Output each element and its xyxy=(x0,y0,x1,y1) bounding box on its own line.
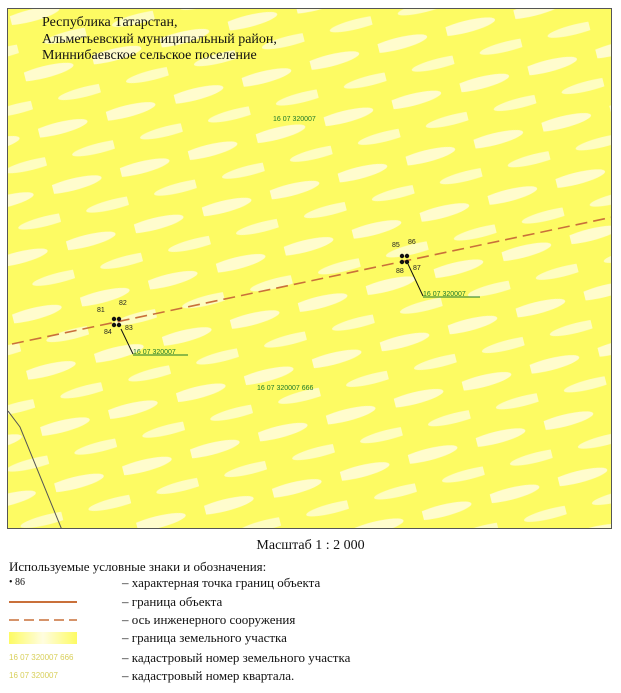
point-label-81: 81 xyxy=(97,307,105,314)
point-label-84: 84 xyxy=(104,329,112,336)
legend-item-parcel-boundary xyxy=(9,630,609,646)
legend-text-parcel-number: – кадастровый номер земельного участка xyxy=(122,650,351,665)
legend-text-quarter-number: – кадастровый номер квартала. xyxy=(122,668,295,683)
legend-symbol-object-boundary xyxy=(9,594,109,610)
legend-item-engineering-axis xyxy=(9,612,609,628)
legend-text-point: – характерная точка границ объекта xyxy=(122,575,321,590)
quarter-cadastral-label: 16 07 320007 xyxy=(273,116,316,123)
legend-symbol-point: • 86 xyxy=(9,577,26,588)
point-label-88: 88 xyxy=(396,268,404,275)
legend-text-engineering-axis: – ось инженерного сооружения xyxy=(122,612,296,627)
legend-item-quarter-number xyxy=(9,668,609,684)
point-label-82: 82 xyxy=(119,300,127,307)
point-label-83: 83 xyxy=(125,325,133,332)
location-header xyxy=(42,15,277,65)
legend-item-parcel-number xyxy=(9,650,609,666)
legend-text-parcel-boundary: – граница земельного участка xyxy=(122,630,287,645)
map-graphics xyxy=(8,9,612,529)
map-scale: Масштаб 1 : 2 000 xyxy=(256,538,365,553)
legend-title: Используемые условные знаки и обозначения: xyxy=(9,559,267,574)
header-line-1: Республика Татарстан, xyxy=(42,15,178,30)
legend-symbol-parcel-boundary xyxy=(9,630,109,646)
callout-label-right: 16 07 320007 xyxy=(423,291,466,298)
header-line-3: Миннибаевское сельское поселение xyxy=(42,48,257,63)
legend-item-object-boundary xyxy=(9,594,609,610)
parcel-cadastral-label: 16 07 320007 666 xyxy=(257,385,314,392)
callout-label-left: 16 07 320007 xyxy=(133,349,176,356)
point-label-86: 86 xyxy=(408,239,416,246)
legend-symbol-parcel-number: 16 07 320007 666 xyxy=(9,653,74,662)
point-label-87: 87 xyxy=(413,265,421,272)
legend-symbol-engineering-axis xyxy=(9,612,109,628)
legend-text-object-boundary: – граница объекта xyxy=(122,594,223,609)
point-label-85: 85 xyxy=(392,242,400,249)
legend-symbol-quarter-number: 16 07 320007 xyxy=(9,671,58,680)
map-canvas[interactable] xyxy=(7,8,612,529)
header-line-2: Альметьевский муниципальный район, xyxy=(42,31,277,47)
parcel-fill xyxy=(8,9,612,529)
legend-item-point xyxy=(9,575,609,591)
